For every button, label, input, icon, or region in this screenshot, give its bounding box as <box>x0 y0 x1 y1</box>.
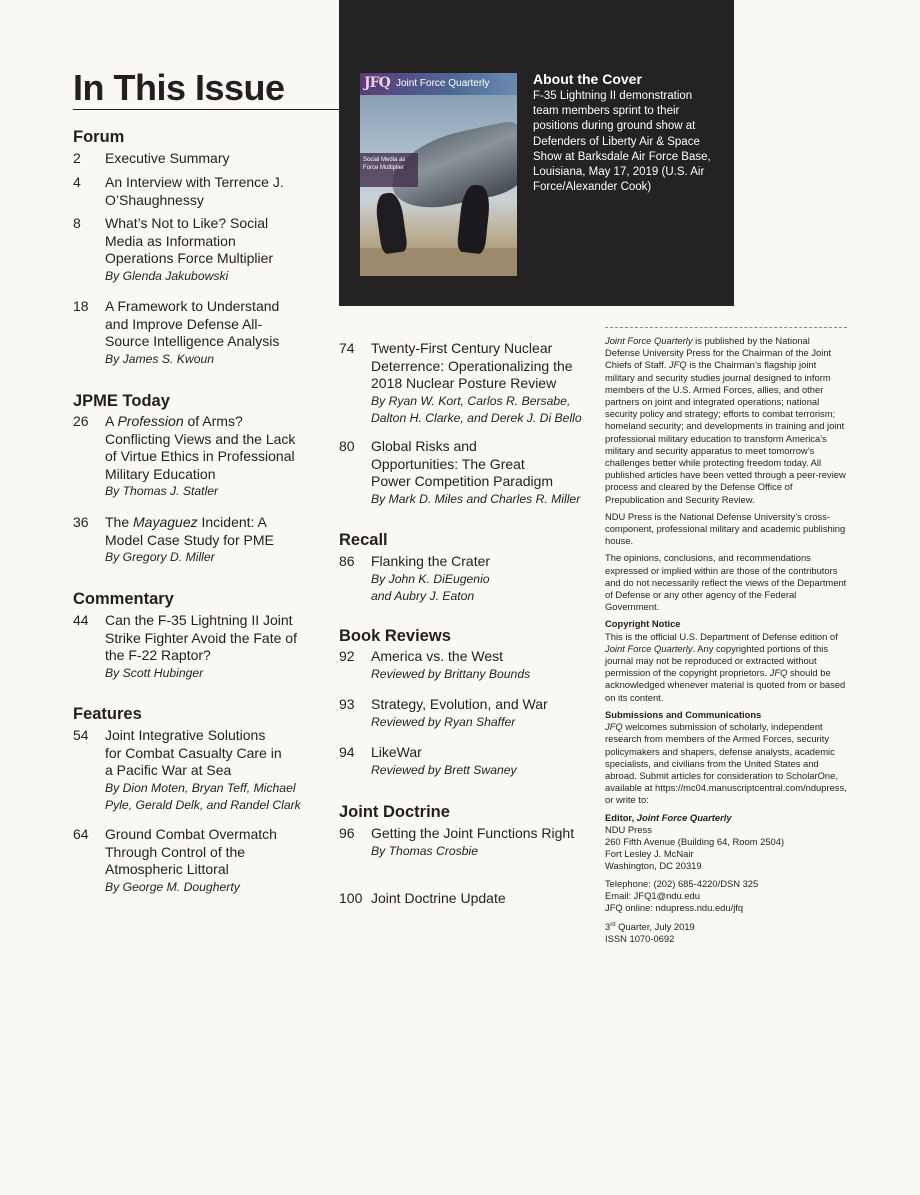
page-number: 100 <box>339 890 363 906</box>
page-number: 8 <box>73 215 81 231</box>
cover-image <box>360 73 517 276</box>
section-heading-book-reviews: Book Reviews <box>339 627 451 645</box>
masthead-em: Joint Force Quarterly <box>605 642 693 654</box>
address-line: NDU Press <box>605 823 652 835</box>
masthead-em: JFQ <box>668 359 687 371</box>
article-title <box>105 514 278 549</box>
toc-entry[interactable] <box>339 553 539 605</box>
masthead-text: is published by the National Defense University Press for the Chairman of the Joint Chiefs of Staff. <box>605 335 832 371</box>
article-title: Strategy, Evolution, and War <box>371 696 548 712</box>
page-number: 74 <box>339 340 355 356</box>
toc-entry[interactable] <box>73 215 285 285</box>
article-author: By George M. Dougherty <box>105 879 240 894</box>
issue-number: 3 <box>605 921 611 933</box>
page-number: 86 <box>339 553 355 569</box>
masthead-editor <box>605 812 847 873</box>
toc-entry[interactable] <box>339 438 585 508</box>
article-author: Reviewed by Brittany Bounds <box>371 666 531 681</box>
masthead-text: . Any copyrighted portions of this journal may not be reproduced or extracted without permission of the copyright proprietors. <box>605 642 829 679</box>
title-emphasis: Mayaguez <box>133 514 198 530</box>
article-author: By John K. DiEugenio and Aubry J. Eaton <box>371 571 490 603</box>
page-number: 94 <box>339 744 355 760</box>
toc-entry[interactable] <box>339 744 585 779</box>
article-title: Flanking the Crater <box>371 553 491 569</box>
issue-date <box>605 919 847 933</box>
article-author: Reviewed by Brett Swaney <box>371 762 517 777</box>
masthead-divider <box>605 327 847 328</box>
masthead-issue <box>605 919 847 946</box>
copyright-heading: Copyright Notice <box>605 618 681 630</box>
contact-website[interactable]: JFQ online: ndupress.ndu.edu/jfq <box>605 901 744 913</box>
contact-email[interactable]: Email: JFQ1@ndu.edu <box>605 889 700 901</box>
cover-band <box>360 153 418 187</box>
masthead-contact <box>605 878 847 915</box>
cover-masthead <box>360 73 517 95</box>
toc-entry[interactable] <box>339 890 585 908</box>
cover-band-line: Force Multiplier <box>363 165 405 171</box>
masthead-press: NDU Press is the National Defense University’s cross-component, professional military and academic publishing house. <box>605 510 846 547</box>
article-title: Global Risks and Opportunities: The Great Power Competition Paradigm <box>371 438 554 490</box>
toc-entry[interactable] <box>73 298 291 368</box>
section-heading-recall: Recall <box>339 531 388 549</box>
issue-rest: Quarter, July 2019 <box>615 921 695 933</box>
title-part: of Arms? Conflicting Views and the Lack of Virtue Ethics in Professional Military Education <box>105 413 296 482</box>
page-number: 54 <box>73 727 89 743</box>
article-author: By Dion Moten, Bryan Teff, Michael Pyle, Gerald Delk, and Randel Clark <box>105 780 301 812</box>
masthead-em: JFQ <box>605 721 623 733</box>
article-title: Getting the Joint Functions Right <box>371 825 575 841</box>
masthead-copyright <box>605 618 847 703</box>
address-line: Washington, DC 20319 <box>605 860 702 872</box>
article-title: Joint Integrative Solutions for Combat Casualty Care in a Pacific War at Sea <box>105 727 282 779</box>
article-author: By Mark D. Miles and Charles R. Miller <box>371 491 581 506</box>
about-cover-text: F-35 Lightning II demonstration team members sprint to their positions during ground show at Defenders of Liberty Air & Space Show at Barksdale Air Force Base, Louisiana, May 17, 2019 (U.S. Air Force/Alexander Cook) <box>533 90 711 194</box>
article-author: By Thomas J. Statler <box>105 484 219 499</box>
page-number: 18 <box>73 298 89 314</box>
contact-telephone: Telephone: (202) 685-4220/DSN 325 <box>605 877 759 889</box>
section-heading-forum: Forum <box>73 128 125 146</box>
page-number: 96 <box>339 825 355 841</box>
page-number: 80 <box>339 438 355 454</box>
page-number: 4 <box>73 174 81 190</box>
page-number: 36 <box>73 514 89 530</box>
toc-entry[interactable] <box>73 413 305 500</box>
title-rule <box>73 109 339 110</box>
title-part: The <box>105 514 134 530</box>
article-title: LikeWar <box>371 744 422 760</box>
article-author: By James S. Kwoun <box>105 351 215 366</box>
section-heading-jpme-today: JPME Today <box>73 392 170 410</box>
toc-entry[interactable] <box>73 727 303 814</box>
article-title: America vs. the West <box>371 648 504 664</box>
article-author: By Thomas Crosbie <box>371 843 479 858</box>
article-author: By Ryan W. Kort, Carlos R. Bersabe, Dalton H. Clarke, and Derek J. Di Bello <box>371 393 582 425</box>
masthead <box>605 335 847 951</box>
issue-ordinal: rd <box>610 922 616 929</box>
article-title: Joint Doctrine Update <box>371 890 506 906</box>
toc-entry[interactable] <box>339 648 585 683</box>
masthead-submissions <box>605 709 847 807</box>
cover-logo: JFQ <box>364 75 390 91</box>
toc-entry[interactable] <box>73 612 301 682</box>
toc-entry[interactable] <box>73 514 278 566</box>
article-title: Can the F-35 Lightning II Joint Strike Fighter Avoid the Fate of the F-22 Raptor? <box>105 612 297 664</box>
title-emphasis: Profession <box>117 413 184 429</box>
toc-entry[interactable] <box>339 825 585 860</box>
article-title: Executive Summary <box>105 150 230 166</box>
toc-entry[interactable] <box>73 174 285 209</box>
about-cover-title: About the Cover <box>533 71 642 87</box>
editor-heading <box>605 812 847 824</box>
submissions-heading: Submissions and Communications <box>605 708 762 720</box>
address-line: Fort Lesley J. McNair <box>605 848 694 860</box>
title-part: Incident: A Model Case Study for PME <box>105 514 274 548</box>
masthead-text: should be acknowledged whenever material is quoted from or based on its content. <box>605 667 846 703</box>
issn: ISSN 1070-0692 <box>605 933 675 945</box>
article-title: Twenty-First Century Nuclear Deterrence: Operationalizing the 2018 Nuclear Posture Review <box>371 340 573 392</box>
article-title: What’s Not to Like? Social Media as Information Operations Force Multiplier <box>105 215 274 267</box>
toc-entry[interactable] <box>73 826 291 896</box>
article-author: By Scott Hubinger <box>105 665 204 680</box>
article-author: Reviewed by Ryan Shaffer <box>371 714 516 729</box>
masthead-em: Joint Force Quarterly <box>605 335 693 346</box>
article-author: By Glenda Jakubowski <box>105 268 229 283</box>
article-title: An Interview with Terrence J. O’Shaughnessy <box>105 174 284 208</box>
editor-heading-em: Joint Force Quarterly <box>636 811 732 823</box>
article-title <box>105 413 305 483</box>
section-heading-joint-doctrine: Joint Doctrine <box>339 803 450 821</box>
masthead-em: JFQ <box>769 667 788 679</box>
page-number: 64 <box>73 826 89 842</box>
page-number: 92 <box>339 648 355 664</box>
page-number: 44 <box>73 612 89 628</box>
editor-heading-part: Editor, <box>605 811 637 823</box>
masthead-disclaimer: The opinions, conclusions, and recommendations expressed or implied within are those of the contributors and do not necessarily reflect the views of the Department of Defense or any other agency of the Federal Government. <box>605 552 847 613</box>
address-line: 260 Fifth Avenue (Building 64, Room 2504) <box>605 835 785 847</box>
article-title: Ground Combat Overmatch Through Control of the Atmospheric Littoral <box>105 826 277 878</box>
masthead-text: is the Chairman’s flagship joint military and security studies journal designed to inform members of the U.S. Armed Forces, allies, and other partners on joint and integrated operations; national security policy and strategy; efforts to combat terrorism; homeland security; and developments in training and joint professional military education to transform America’s military and security apparatus to meet tomorrow’s challenges better while protecting freedom today. All published articles have been vetted through a peer-review process and cleared by the Defense Office of Prepublication and Security Review. <box>605 359 846 505</box>
page-number: 93 <box>339 696 355 712</box>
page-number: 26 <box>73 413 89 429</box>
masthead-text: This is the official U.S. Department of Defense edition of <box>605 630 838 642</box>
masthead-text: welcomes submission of scholarly, independent research from members of the Armed Forces, security policymakers and shapers, defense analysts, academic specialists, and civilians from the United States and abroad. Submit articles for consideration to ScholarOne, available at https://mc04.manuscriptcentral.com/ndupress, or write to: <box>605 721 847 806</box>
masthead-about <box>605 335 847 506</box>
toc-entry[interactable] <box>339 340 585 427</box>
toc-entry[interactable] <box>73 150 323 168</box>
cover-masthead-title: Joint Force Quarterly <box>396 78 490 89</box>
section-heading-commentary: Commentary <box>73 590 174 608</box>
page-number: 2 <box>73 150 81 166</box>
page-title: In This Issue <box>73 67 285 108</box>
title-part: A <box>105 413 118 429</box>
section-heading-features: Features <box>73 705 142 723</box>
cover-band-line: Social Media as <box>363 157 406 163</box>
toc-entry[interactable] <box>339 696 585 731</box>
article-author: By Gregory D. Miller <box>105 550 215 565</box>
article-title: A Framework to Understand and Improve Defense All-Source Intelligence Analysis <box>105 298 280 350</box>
